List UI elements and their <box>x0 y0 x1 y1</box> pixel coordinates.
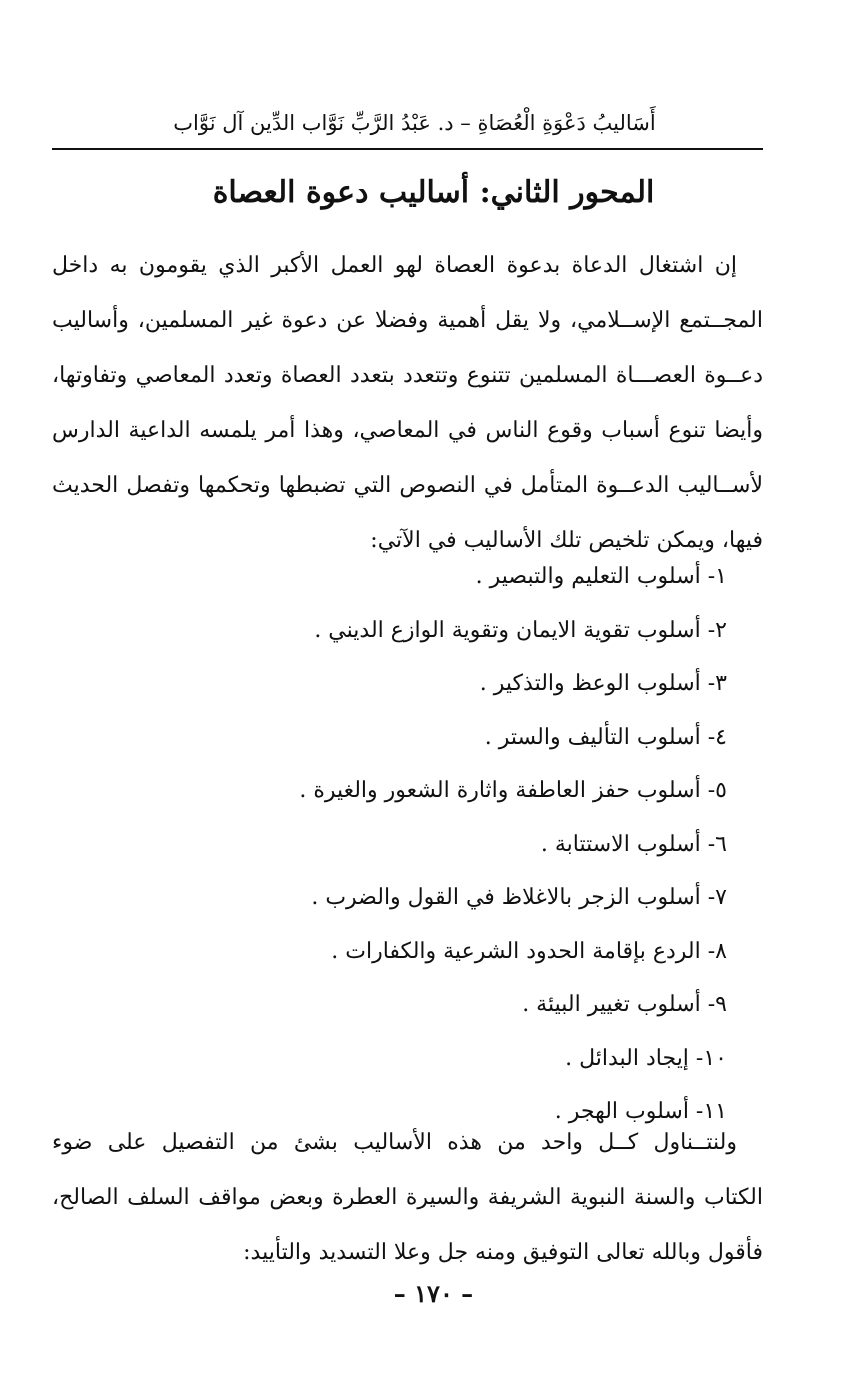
list-item: ٥- أسلوب حفز العاطفة واثارة الشعور والغيرة . <box>299 778 727 803</box>
paragraph-line: ولنتــناول كــل واحد من هذه الأساليب بشئ من التفصيل على ضوء <box>52 1130 737 1155</box>
paragraph-line: إن اشتغال الدعاة بدعوة العصاة لهو العمل الأكبر الذي يقومون به داخل <box>52 253 737 278</box>
methods-list <box>52 550 727 1139</box>
list-item: ٩- أسلوب تغيير البيئة . <box>522 992 727 1017</box>
paragraph-line: الكتاب والسنة النبوية الشريفة والسيرة العطرة وبعض مواقف السلف الصالح، <box>52 1185 763 1210</box>
list-item: ٣- أسلوب الوعظ والتذكير . <box>479 671 727 696</box>
paragraph-line: فأقول وبالله تعالى التوفيق ومنه جل وعلا التسديد والتأييد: <box>243 1240 763 1265</box>
list-item: ١١- أسلوب الهجر . <box>554 1099 727 1124</box>
list-item: ١- أسلوب التعليم والتبصير . <box>475 564 727 589</box>
paragraph-line: لأســاليب الدعــوة المتأمل في النصوص التي تضبطها وتحكمها وتفصل الحديث <box>52 473 763 498</box>
paragraph-line: فيها، ويمكن تلخيص تلك الأساليب في الآتي: <box>370 528 763 553</box>
list-item: ٧- أسلوب الزجر بالاغلاظ في القول والضرب . <box>311 885 727 910</box>
list-item: ٤- أسلوب التأليف والستر . <box>484 724 727 750</box>
intro-paragraph <box>52 238 763 568</box>
section-title: المحور الثاني: أساليب دعوة العصاة <box>212 175 655 210</box>
page-number: – ١٧٠ – <box>393 1279 474 1308</box>
paragraph-line: دعــوة العصـــاة المسلمين تتنوع وتتعدد بتعدد العصاة وتعدد المعاصي وتفاوتها، <box>52 363 763 388</box>
list-item: ٢- أسلوب تقوية الايمان وتقوية الوازع الديني . <box>314 617 727 643</box>
list-item: ١٠- إيجاد البدائل . <box>565 1045 727 1071</box>
header-divider <box>52 148 763 150</box>
paragraph-line: وأيضا تنوع أسباب وقوع الناس في المعاصي، وهذا أمر يلمسه الداعية الدارس <box>52 418 763 443</box>
list-item: ٨- الردع بإقامة الحدود الشرعية والكفارات . <box>331 938 727 964</box>
running-header: أَسَاليبُ دَعْوَةِ الْعُصَاةِ – د. عَبْدُ الرَّبِّ نَوَّاب الدِّين آل نَوَّاب <box>173 111 656 135</box>
closing-paragraph <box>52 1115 763 1280</box>
list-item: ٦- أسلوب الاستتابة . <box>540 831 727 857</box>
paragraph-line: المجــتمع الإســلامي، ولا يقل أهمية وفضلا عن دعوة غير المسلمين، وأساليب <box>52 308 763 333</box>
